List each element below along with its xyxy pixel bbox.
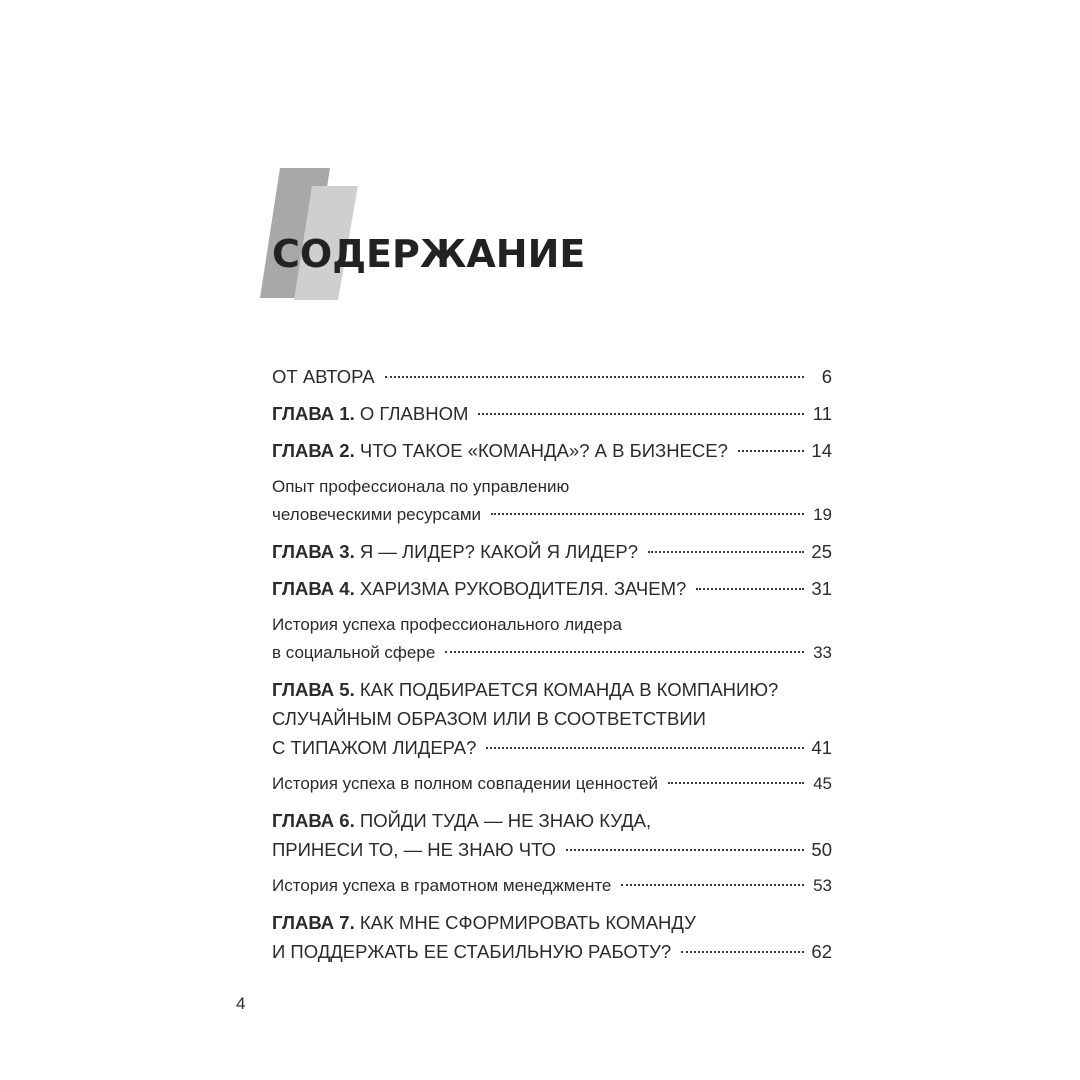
toc-entry-line (272, 937, 832, 966)
toc-chapter-label: ГЛАВА 2. (272, 440, 355, 461)
toc-title: И ПОДДЕРЖАТЬ ЕЕ СТАБИЛЬНУЮ РАБОТУ? (272, 941, 672, 962)
dot-leader (621, 884, 804, 886)
toc-entry-line (272, 473, 832, 501)
toc-chapter-label: ГЛАВА 1. (272, 403, 355, 424)
toc-entry (272, 872, 832, 900)
toc-page-number: 6 (821, 366, 832, 387)
toc-entry-text (272, 708, 706, 729)
toc-entry-text (272, 477, 569, 496)
toc-entry-line (272, 436, 832, 465)
toc-page-number: 33 (813, 643, 832, 662)
toc-entry-line (272, 733, 832, 762)
toc-entry-text (272, 639, 435, 667)
dot-leader (681, 951, 804, 953)
toc-page-number: 14 (811, 440, 832, 461)
toc-entry-text (272, 733, 476, 762)
toc-entry-text (272, 679, 778, 700)
toc-entry-text (272, 835, 556, 864)
toc-entry (272, 399, 832, 428)
toc-chapter-label: ГЛАВА 3. (272, 541, 355, 562)
toc-page-number: 50 (811, 839, 832, 860)
toc-title: ПОЙДИ ТУДА — НЕ ЗНАЮ КУДА, (359, 810, 652, 831)
toc-title: КАК ПОДБИРАЕТСЯ КОМАНДА В КОМПАНИЮ? (359, 679, 779, 700)
dot-leader (491, 513, 804, 515)
toc-title: СЛУЧАЙНЫМ ОБРАЗОМ ИЛИ В СООТВЕТСТВИИ (272, 708, 706, 729)
toc-title: Опыт профессионала по управлению (272, 477, 570, 496)
toc-entry-line (272, 574, 832, 603)
toc-title: Я — ЛИДЕР? КАКОЙ Я ЛИДЕР? (359, 541, 639, 562)
toc-entry (272, 537, 832, 566)
toc-title: О ГЛАВНОМ (359, 403, 469, 424)
dot-leader (385, 376, 804, 378)
toc-page-number: 25 (811, 541, 832, 562)
toc-entry-text (272, 810, 651, 831)
toc-page-number: 11 (812, 403, 832, 424)
toc-chapter-label: ГЛАВА 5. (272, 679, 355, 700)
dot-leader (738, 450, 804, 452)
toc-entry-line (272, 362, 832, 391)
dot-leader (478, 413, 804, 415)
toc-entry-text (272, 872, 611, 900)
toc-entry (272, 675, 832, 762)
toc-entry-text (272, 615, 622, 634)
toc-entry-line (272, 399, 832, 428)
toc-entry-line (272, 675, 832, 704)
toc-entry-line (272, 639, 832, 667)
toc-entry-line (272, 611, 832, 639)
toc-chapter-label: ГЛАВА 4. (272, 578, 355, 599)
page-title: СОДЕРЖАНИЕ (272, 232, 586, 276)
toc-entry (272, 362, 832, 391)
dot-leader (566, 849, 804, 851)
toc-entry-line (272, 770, 832, 798)
toc-entry-text (272, 912, 696, 933)
toc-title: История успеха профессионального лидера (272, 615, 622, 634)
toc-title: в социальной сфере (272, 643, 436, 662)
toc-title: КАК МНЕ СФОРМИРОВАТЬ КОМАНДУ (359, 912, 696, 933)
toc-page-number: 62 (811, 941, 832, 962)
dot-leader (696, 588, 804, 590)
toc-page-number: 53 (813, 876, 832, 895)
toc-entry-text (272, 362, 375, 391)
toc-entry-text (272, 436, 728, 465)
table-of-contents (272, 362, 832, 974)
toc-entry-line (272, 908, 832, 937)
toc-entry-line (272, 806, 832, 835)
toc-entry-line (272, 704, 832, 733)
toc-entry-text (272, 537, 638, 566)
page-number: 4 (236, 994, 246, 1013)
toc-entry (272, 473, 832, 529)
toc-title: ЧТО ТАКОЕ «КОМАНДА»? А В БИЗНЕСЕ? (359, 440, 728, 461)
toc-title: ОТ АВТОРА (272, 366, 375, 387)
toc-chapter-label: ГЛАВА 6. (272, 810, 355, 831)
toc-page-number: 31 (811, 578, 832, 599)
dot-leader (445, 651, 804, 653)
toc-entry (272, 436, 832, 465)
toc-title: С ТИПАЖОМ ЛИДЕРА? (272, 737, 477, 758)
dot-leader (668, 782, 804, 784)
dot-leader (648, 551, 804, 553)
toc-entry-line (272, 501, 832, 529)
toc-chapter-label: ГЛАВА 7. (272, 912, 355, 933)
toc-entry (272, 908, 832, 966)
toc-page-number: 45 (813, 774, 832, 793)
toc-entry-text (272, 399, 468, 428)
toc-entry (272, 770, 832, 798)
toc-entry-text (272, 770, 658, 798)
toc-title: История успеха в грамотном менеджменте (272, 876, 612, 895)
toc-entry-line (272, 835, 832, 864)
toc-entry-text (272, 574, 686, 603)
toc-title: ХАРИЗМА РУКОВОДИТЕЛЯ. ЗАЧЕМ? (359, 578, 687, 599)
dot-leader (486, 747, 804, 749)
toc-entry-text (272, 501, 481, 529)
toc-entry-line (272, 872, 832, 900)
toc-title: человеческими ресурсами (272, 505, 482, 524)
toc-entry (272, 574, 832, 603)
toc-entry (272, 806, 832, 864)
toc-title: ПРИНЕСИ ТО, — НЕ ЗНАЮ ЧТО (272, 839, 556, 860)
toc-entry (272, 611, 832, 667)
toc-title: История успеха в полном совпадении ценностей (272, 774, 659, 793)
toc-page-number: 19 (813, 505, 832, 524)
toc-entry-line (272, 537, 832, 566)
toc-page-number: 41 (811, 737, 832, 758)
toc-entry-text (272, 937, 671, 966)
